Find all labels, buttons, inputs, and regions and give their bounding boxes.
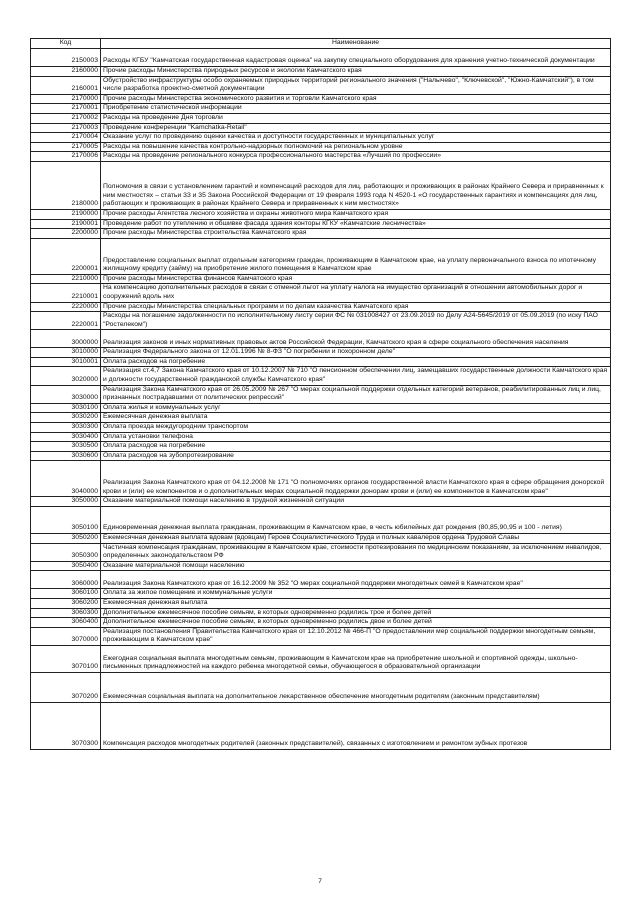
budget-codes-table [30,38,611,750]
row-name: Расходы на повышение качества контрольно-надзорных полномочий на региональном уровне [101,142,611,152]
row-name: Оказание услуг по проведению оценки качества и доступности государственных и муниципальных услуг [101,133,611,143]
table-row [31,598,611,608]
row-name: Прочие расходы Министерства строительства Камчатского края [101,229,611,239]
row-name: Реализация Закона Камчатского края от 04.12.2008 № 171 "О полномочиях органов государственной власти Камчатского края в сфере обращения донорской крови и (или) ее компонентов и о дополнительных мерах социальной поддержки донорам крови и (или) ее компонентов в Камчатском крае" [101,461,611,497]
table-row [31,49,611,67]
row-name: Оплата установки телефона [101,432,611,442]
row-name: Оказание материальной помощи населению [101,561,611,571]
row-name: Ежемесячная денежная выплата вдовам (вдовцам) Героев Социалистического Труда и полных кавалеров ордена Трудовой Славы [101,534,611,544]
row-name: Расходы на проведение регионального конкурса профессионального мастерства «Лучший по профессии» [101,152,611,162]
row-name: Приобретение статистической информации [101,104,611,114]
row-code: 2200000 [31,229,101,239]
table-row [31,534,611,544]
table-row [31,312,611,330]
row-name: Прочие расходы Министерства экономического развития и торговли Камчатского края [101,94,611,104]
table-row [31,238,611,274]
table-row [31,142,611,152]
row-code: 2220000 [31,302,101,312]
table-row [31,561,611,571]
row-code: 2170006 [31,152,101,162]
row-code: 2190000 [31,209,101,219]
row-name: Реализация ст.4,7 Закона Камчатского края от 10.12.2007 № 710 "О пенсионном обеспечении лиц, замещавших государственные должности Камчатского края и должности государственной гражданской службы Камчатского края" [101,367,611,385]
row-code: 2190001 [31,219,101,229]
row-code: 2200001 [31,238,101,274]
table-row [31,645,611,672]
row-name: Прочие расходы Агентства лесного хозяйства и охраны животного мира Камчатского края [101,209,611,219]
row-name: Оплата расходов на погребение [101,442,611,452]
row-code: 3030400 [31,432,101,442]
row-name: На компенсацию дополнительных расходов в связи с отменой льгот на уплату налога на имущество организаций в отношении автомобильных дорог и сооружений вдоль них [101,284,611,302]
row-name: Оплата проезда междугородним транспортом [101,423,611,433]
row-name: Ежемесячная денежная выплата [101,413,611,423]
code-column-header: Код [31,39,101,49]
row-code: 3050100 [31,507,101,534]
table-row [31,302,611,312]
table-row [31,432,611,442]
table-row [31,571,611,589]
table-row [31,618,611,628]
row-name: Оказание материальной помощи населению в трудной жизненной ситуации [101,497,611,507]
row-code: 2160000 [31,67,101,77]
row-code: 3020000 [31,367,101,385]
table-row [31,608,611,618]
row-name: Реализация законов и иных нормативных правовых актов Российской Федерации, Камчатского края в сфере социального обеспечения населения [101,330,611,348]
row-code: 3030100 [31,403,101,413]
table-row [31,385,611,403]
table-row [31,133,611,143]
page-number: 7 [318,878,322,885]
row-code: 3030500 [31,442,101,452]
row-name: Оплата жилья и коммунальных услуг [101,403,611,413]
table-body [31,49,611,750]
row-name: Полномочия в связи с установлением гарантий и компенсаций расходов для лиц, работающих и проживающих в районах Крайнего Севера и приравненных к ним местностях – статьи 33 и 35 Закона Российской Федерации от 19 февраля 1993 года N 4520-1 «О государственных гарантиях и компенсациях для лиц, работающих и проживающих в районах Крайнего Севера и приравненных к ним местностях» [101,161,611,209]
table-row [31,209,611,219]
row-name: Ежемесячная денежная выплата [101,598,611,608]
row-code: 2170000 [31,94,101,104]
table-row [31,702,611,749]
row-name: Реализация Закона Камчатского края от 26.05.2009 № 267 "О мерах социальной поддержки отдельных категорий ветеранов, реабилитированных лиц и лиц, признанных пострадавшими от политических репрессий" [101,385,611,403]
row-name: Прочие расходы Министерства специальных программ и по делам казачества Камчатского края [101,302,611,312]
table-row [31,507,611,534]
row-code: 3040000 [31,461,101,497]
row-code: 2170002 [31,113,101,123]
row-code: 3070100 [31,645,101,672]
table-row [31,229,611,239]
row-code: 2170001 [31,104,101,114]
table-row [31,442,611,452]
row-code: 2170004 [31,133,101,143]
table-row [31,330,611,348]
row-code: 3070200 [31,672,101,702]
row-code: 2210000 [31,274,101,284]
row-name: Расходы на погашение задолженности по исполнительному листу серии ФС № 031008427 от 23.09.2019 по Делу А24-5645/2019 от 05.09.2019 (по иску ПАО "Ростелеком") [101,312,611,330]
row-name: Предоставление социальных выплат отдельным категориям граждан, проживающим в Камчатском крае, на уплату первоначального взноса по ипотечному жилищному кредиту (займу) на приобретение жилого помещения в Камчатском крае [101,238,611,274]
table-row [31,627,611,645]
table-row [31,76,611,94]
row-name: Ежемесячная социальная выплата на дополнительное лекарственное обеспечение многодетным родителям (законным представителям) [101,672,611,702]
row-code: 3060000 [31,571,101,589]
table-row [31,113,611,123]
table-row [31,219,611,229]
row-code: 2150003 [31,49,101,67]
table-header-row [31,39,611,49]
table-row [31,403,611,413]
row-code: 3030200 [31,413,101,423]
row-code: 3030000 [31,385,101,403]
row-name: Единовременная денежная выплата гражданам, проживающим в Камчатском крае, в честь юбилейных дат рождения (80,85,90,95 и 100 - летия) [101,507,611,534]
table-row [31,423,611,433]
row-name: Оплата расходов на зубопротезирование [101,451,611,461]
table-row [31,451,611,461]
row-name: Прочие расходы Министерства финансов Камчатского края [101,274,611,284]
row-code: 3030600 [31,451,101,461]
table-row [31,367,611,385]
row-name: Частичная компенсация гражданам, проживающим в Камчатском крае, стоимости протезирования по медицинским показаниям, за исключением инвалидов, определенных законодательством РФ [101,543,611,561]
row-code: 3030300 [31,423,101,433]
row-code: 2210001 [31,284,101,302]
row-name: Прочие расходы Министерства природных ресурсов и экологии Камчатского края [101,67,611,77]
row-name: Оплата за жилое помещение и коммунальные услуги [101,589,611,599]
name-column-header: Наименование [101,39,611,49]
table-row [31,497,611,507]
row-code: 3070300 [31,702,101,749]
row-code: 2170003 [31,123,101,133]
row-name: Дополнительное ежемесячное пособие семьям, в которых одновременно родились трое и более детей [101,608,611,618]
row-code: 2170005 [31,142,101,152]
table-row [31,589,611,599]
row-name: Реализация Федерального закона от 12.01.1996 № 8-ФЗ "О погребении и похоронном деле" [101,348,611,358]
table-row [31,284,611,302]
table-row [31,543,611,561]
row-code: 3050200 [31,534,101,544]
row-name: Расходы на проведение Дня торговли [101,113,611,123]
row-name: Дополнительное ежемесячное пособие семьям, в которых одновременно родились двое и более детей [101,618,611,628]
row-name: Проведение конференции "Kamchatka-Retail" [101,123,611,133]
table-row [31,67,611,77]
table-row [31,104,611,114]
table-row [31,161,611,209]
row-code: 3050300 [31,543,101,561]
row-name: Проведение работ по утеплению и обшивке фасада здания конторы КГКУ «Камчатские лесничества» [101,219,611,229]
row-name: Ежегодная социальная выплата многодетным семьям, проживающим в Камчатском крае на приобретение школьной и спортивной одежды, школьно- письменных принадлежностей на каждого ребенка многодетной семьи, обучающегося в образовательной организации [101,645,611,672]
table-row [31,274,611,284]
table-row [31,123,611,133]
table-row [31,461,611,497]
table-row [31,348,611,358]
row-code: 3010001 [31,357,101,367]
row-name: Реализация Закона Камчатского края от 16.12.2009 № 352 "О мерах социальной поддержки многодетных семей в Камчатском крае" [101,571,611,589]
row-name: Оплата расходов на погребение [101,357,611,367]
row-code: 2160001 [31,76,101,94]
row-name: Расходы КГБУ "Камчатская государственная кадастровая оценка" на закупку специального оборудования для хранения учетно-технической документации [101,49,611,67]
row-code: 2220001 [31,312,101,330]
row-name: Обустройство инфраструктуры особо охраняемых природных территорий регионального значения ("Налычево", "Ключевской", "Южно-Камчатский"), в том числе разработка проектно-сметной документации [101,76,611,94]
table-row [31,152,611,162]
table-row [31,357,611,367]
row-name: Компенсация расходов многодетных родителей (законных представителей), связанных с изготовлением и ремонтом зубных протезов [101,702,611,749]
row-code: 2180000 [31,161,101,209]
row-code: 3060300 [31,608,101,618]
row-code: 3000000 [31,330,101,348]
row-code: 3010000 [31,348,101,358]
row-code: 3050000 [31,497,101,507]
row-code: 3060400 [31,618,101,628]
row-code: 3060200 [31,598,101,608]
row-code: 3070000 [31,627,101,645]
row-code: 3060100 [31,589,101,599]
table-row [31,672,611,702]
row-name: Реализация постановления Правительства Камчатского края от 12.10.2012 № 466-П "О предоставлении мер социальной поддержки многодетным семьям, проживающим в Камчатском крае" [101,627,611,645]
table-row [31,94,611,104]
table-row [31,413,611,423]
row-code: 3050400 [31,561,101,571]
